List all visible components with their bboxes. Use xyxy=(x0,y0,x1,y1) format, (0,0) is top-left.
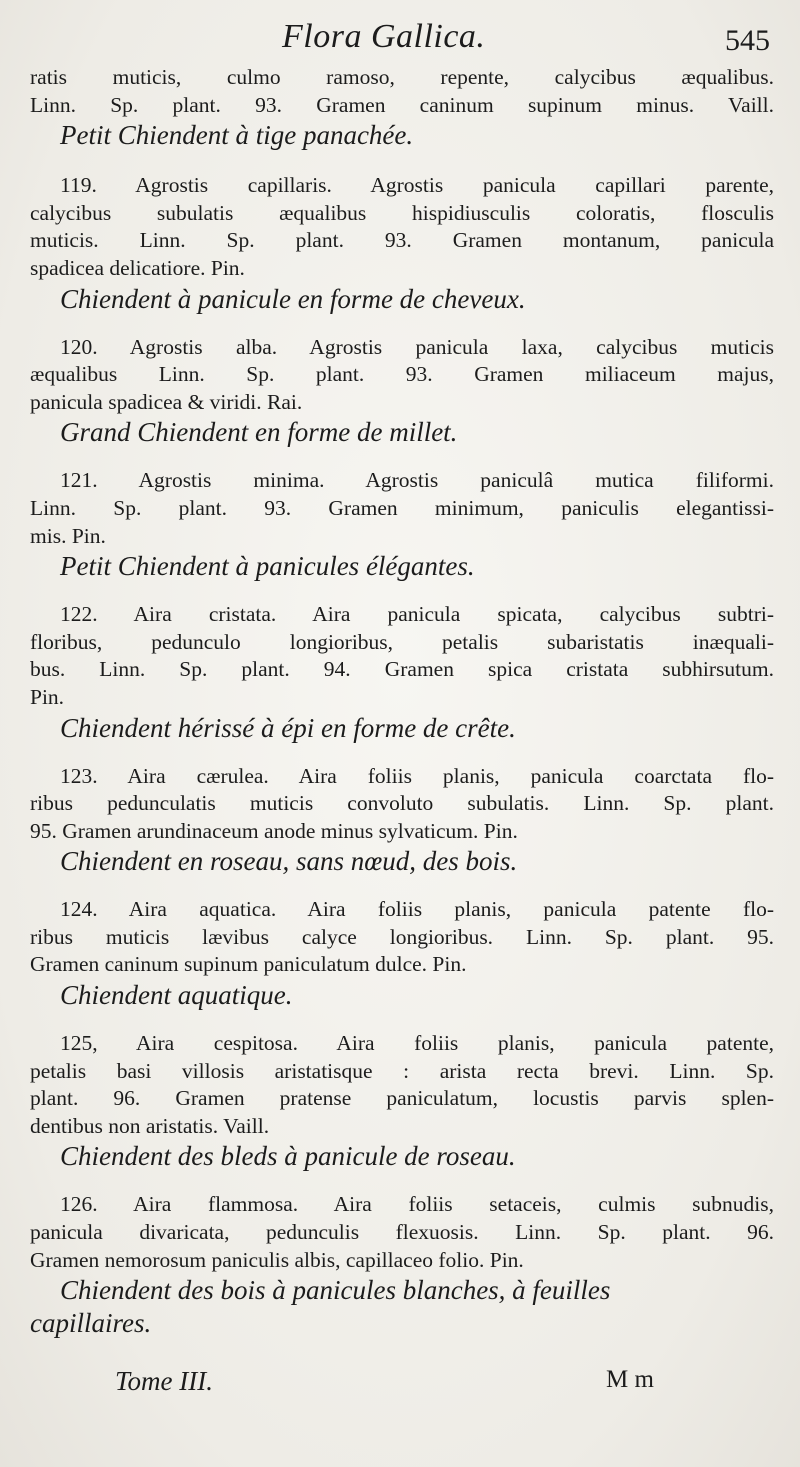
text-line: 121. Agrostis minima. Agrostis paniculâ mutica filiformi. xyxy=(60,468,774,493)
page-body xyxy=(30,64,774,1340)
text-line: 123. Aira cærulea. Aira foliis planis, panicula coarctata flo- xyxy=(60,763,774,788)
text-line: mis. Pin. xyxy=(30,523,106,548)
signature-mark: M m xyxy=(606,1366,654,1393)
text-line: plant. 96. Gramen pratense paniculatum, locustis parvis splen- xyxy=(30,1086,774,1111)
text-line: 126. Aira flammosa. Aira foliis setaceis, culmis subnudis, xyxy=(60,1192,774,1217)
french-name: Chiendent des bois à panicules blanches, à feuilles xyxy=(60,1275,611,1306)
text-line: ratis muticis, culmo ramoso, repente, calycibus æqualibus. xyxy=(30,65,774,89)
text-line: bus. Linn. Sp. plant. 94. Gramen spica cristata subhirsutum. xyxy=(30,657,774,682)
french-name: Petit Chiendent à tige panachée. xyxy=(60,120,414,151)
french-name: Chiendent en roseau, sans nœud, des bois. xyxy=(60,846,518,877)
text-line: panicula divaricata, pedunculis flexuosis. Linn. Sp. plant. 96. xyxy=(30,1220,774,1245)
french-name: Chiendent hérissé à épi en forme de crête. xyxy=(60,712,516,743)
entry-123 xyxy=(30,763,774,879)
entry-120 xyxy=(30,334,774,450)
page-footer xyxy=(0,1366,800,1402)
text-line: 120. Agrostis alba. Agrostis panicula laxa, calycibus muticis xyxy=(60,334,774,359)
text-line: panicula spadicea & viridi. Rai. xyxy=(30,389,303,414)
text-line: spadicea delicatiore. Pin. xyxy=(30,255,245,280)
volume-label: Tome III. xyxy=(115,1366,213,1396)
text-line: 122. Aira cristata. Aira panicula spicata, calycibus subtri- xyxy=(60,602,774,627)
text-line: 119. Agrostis capillaris. Agrostis panicula capillari parente, xyxy=(60,173,774,198)
running-title: Flora Gallica. xyxy=(282,18,486,55)
french-name: Grand Chiendent en forme de millet. xyxy=(60,417,458,448)
text-line: Gramen nemorosum paniculis albis, capillaceo folio. Pin. xyxy=(30,1247,524,1272)
entry-119 xyxy=(30,172,774,315)
french-name: Chiendent à panicule en forme de cheveux. xyxy=(60,283,526,314)
french-name: Chiendent des bleds à panicule de roseau. xyxy=(60,1141,516,1172)
french-name: Chiendent aquatique. xyxy=(60,980,293,1011)
french-name: Petit Chiendent à panicules élégantes. xyxy=(60,551,475,582)
text-line: ribus muticis lævibus calyce longioribus. Linn. Sp. plant. 95. xyxy=(30,924,774,949)
text-line: floribus, pedunculo longioribus, petalis subaristatis inæquali- xyxy=(30,629,774,654)
text-line: calycibus subulatis æqualibus hispidiusculis coloratis, flosculis xyxy=(30,200,774,225)
text-line: Gramen caninum supinum paniculatum dulce. Pin. xyxy=(30,952,467,977)
text-line: 125, Aira cespitosa. Aira foliis planis, panicula patente, xyxy=(60,1031,774,1056)
text-line: Linn. Sp. plant. 93. Gramen minimum, paniculis elegantissi- xyxy=(30,495,774,520)
text-line: Linn. Sp. plant. 93. Gramen caninum supinum minus. Vaill. xyxy=(30,92,774,117)
entry-121 xyxy=(30,467,774,583)
text-line: 95. Gramen arundinaceum anode minus sylvaticum. Pin. xyxy=(30,818,518,843)
entry-124 xyxy=(30,896,774,1012)
entry-122 xyxy=(30,601,774,744)
page-header xyxy=(0,18,800,68)
french-name-continued: capillaires. xyxy=(30,1308,152,1339)
entry-125 xyxy=(30,1030,774,1173)
entry-126 xyxy=(30,1191,774,1340)
text-line: petalis basi villosis aristatisque : arista recta brevi. Linn. Sp. xyxy=(30,1058,774,1083)
page-number: 545 xyxy=(725,24,770,57)
text-line: dentibus non aristatis. Vaill. xyxy=(30,1113,270,1138)
text-line: 124. Aira aquatica. Aira foliis planis, panicula patente flo- xyxy=(60,897,774,922)
text-line: ribus pedunculatis muticis convoluto subulatis. Linn. Sp. plant. xyxy=(30,791,774,816)
text-line: æqualibus Linn. Sp. plant. 93. Gramen miliaceum majus, xyxy=(30,362,774,387)
text-line: Pin. xyxy=(30,684,65,709)
entry-118-continued xyxy=(30,64,774,152)
text-line: muticis. Linn. Sp. plant. 93. Gramen montanum, panicula xyxy=(30,228,774,253)
